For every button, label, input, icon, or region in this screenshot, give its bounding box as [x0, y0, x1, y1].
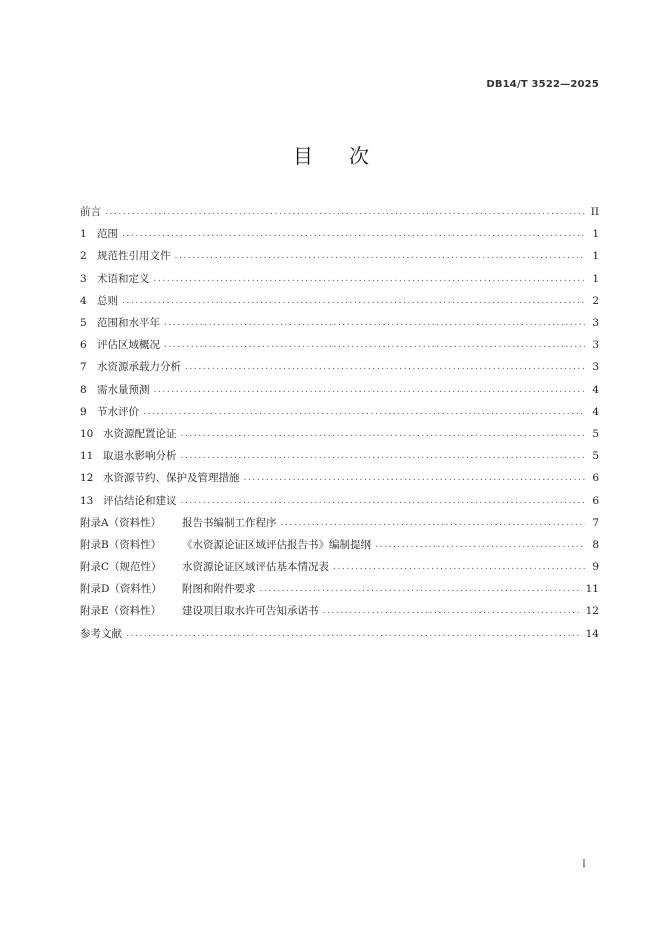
toc-entry-page: 1 [592, 228, 599, 241]
appendix-title: 报告书编制工作程序 [182, 516, 277, 529]
toc-leader-dots [126, 627, 582, 641]
toc-entry-7[interactable] [80, 356, 599, 378]
toc-entry-label: 参考文献 [80, 627, 122, 640]
toc-entry-5[interactable] [80, 312, 599, 334]
toc-entry-page: 14 [585, 627, 599, 640]
toc-entry-appendix-b[interactable] [80, 534, 599, 556]
toc-entry-page: 3 [592, 361, 599, 374]
appendix-title: 《水资源论证区域评估报告书》编制提纲 [182, 538, 371, 551]
appendix-title: 附图和附件要求 [182, 583, 256, 596]
appendix-tag: 附录B（资料性） [80, 538, 162, 551]
toc-entry-label: 需水量预测 [97, 383, 150, 396]
toc-entry-1[interactable] [80, 223, 599, 245]
toc-entry-label: 术语和定义 [97, 272, 150, 285]
toc-entry-label: 水资源节约、保护及管理措施 [103, 472, 240, 485]
appendix-tag: 附录A（资料性） [80, 516, 162, 529]
toc-entry-8[interactable] [80, 379, 599, 401]
toc-entry-appendix-e[interactable] [80, 600, 599, 622]
toc-leader-dots [164, 338, 585, 352]
toc-entry-page: 5 [592, 427, 599, 440]
toc-entry-number: 6 [80, 339, 87, 352]
toc-entry-label: 水资源配置论证 [103, 427, 177, 440]
toc-leader-dots [105, 205, 585, 219]
toc-entry-number: 13 [80, 494, 94, 507]
toc-entry-page: 12 [585, 605, 599, 618]
document-code: DB14/T 3522—2025 [486, 79, 599, 90]
page-title [0, 140, 662, 169]
toc-entry-page: 1 [592, 250, 599, 263]
toc-entry-2[interactable] [80, 245, 599, 267]
title-char-1: 目 [293, 144, 313, 168]
toc-entry-label: 取退水影响分析 [103, 450, 177, 463]
toc-entry-foreword[interactable] [80, 201, 599, 223]
toc-entry-label: 评估结论和建议 [103, 494, 177, 507]
toc-entry-4[interactable] [80, 290, 599, 312]
toc-leader-dots [175, 249, 586, 263]
toc-entry-page: 3 [592, 317, 599, 330]
toc-entry-label: 评估区域概况 [97, 339, 160, 352]
toc-entry-9[interactable] [80, 401, 599, 423]
toc-entry-page: 5 [592, 450, 599, 463]
toc-leader-dots [281, 516, 586, 530]
toc-leader-dots [154, 272, 586, 286]
toc-entry-number: 2 [80, 250, 87, 263]
toc-entry-page: 3 [592, 339, 599, 352]
toc-entry-page: 6 [592, 494, 599, 507]
toc-entry-page: 4 [592, 405, 599, 418]
toc-leader-dots [154, 383, 586, 397]
toc-entry-number: 3 [80, 272, 87, 285]
toc-entry-number: 10 [80, 427, 94, 440]
toc-leader-dots [181, 427, 586, 441]
toc-entry-number: 8 [80, 383, 87, 396]
appendix-title: 建设项目取水许可告知承诺书 [182, 605, 319, 618]
toc-leader-dots [323, 604, 582, 618]
title-char-2: 次 [349, 144, 369, 168]
toc-entry-appendix-a[interactable] [80, 512, 599, 534]
page-number: I [582, 859, 586, 870]
toc-entry-number: 5 [80, 317, 87, 330]
toc-entry-page: 6 [592, 472, 599, 485]
toc-entry-number: 4 [80, 294, 87, 307]
toc-entry-appendix-c[interactable] [80, 556, 599, 578]
toc-leader-dots [143, 405, 585, 419]
toc-leader-dots [181, 494, 586, 508]
toc-entry-page: 4 [592, 383, 599, 396]
toc-entry-label: 节水评价 [97, 405, 139, 418]
toc-leader-dots [122, 294, 585, 308]
appendix-tag: 附录E（资料性） [80, 605, 162, 618]
toc-entry-number: 12 [80, 472, 94, 485]
toc-leader-dots [260, 582, 582, 596]
toc-entry-page: 9 [592, 561, 599, 574]
toc-entry-label: 范围和水平年 [97, 317, 160, 330]
toc-leader-dots [181, 449, 586, 463]
toc-entry-label: 范围 [97, 228, 118, 241]
toc-leader-dots [164, 316, 585, 330]
toc-entry-number: 1 [80, 228, 87, 241]
toc-entry-label: 规范性引用文件 [97, 250, 171, 263]
toc-entry-page: 7 [592, 516, 599, 529]
toc-leader-dots [333, 560, 585, 574]
toc-entry-references[interactable] [80, 623, 599, 645]
toc-entry-label: 前言 [80, 206, 101, 219]
toc-entry-13[interactable] [80, 489, 599, 511]
toc-entry-6[interactable] [80, 334, 599, 356]
toc-entry-number: 9 [80, 405, 87, 418]
toc-entry-page: II [590, 206, 599, 219]
toc-leader-dots [375, 538, 585, 552]
toc-entry-page: 2 [592, 294, 599, 307]
toc-entry-10[interactable] [80, 423, 599, 445]
toc-entry-11[interactable] [80, 445, 599, 467]
toc-entry-page: 1 [592, 272, 599, 285]
toc-leader-dots [185, 360, 585, 374]
toc-entry-label: 总则 [97, 294, 118, 307]
toc-entry-page: 8 [592, 538, 599, 551]
toc-leader-dots [122, 227, 585, 241]
toc-entry-3[interactable] [80, 268, 599, 290]
toc-entry-page: 11 [585, 583, 599, 596]
toc-entry-number: 11 [80, 450, 94, 463]
appendix-title: 水资源论证区域评估基本情况表 [182, 561, 329, 574]
appendix-tag: 附录C（规范性） [80, 561, 162, 574]
toc-leader-dots [244, 471, 586, 485]
table-of-contents [80, 201, 599, 645]
appendix-tag: 附录D（资料性） [80, 583, 162, 596]
toc-entry-number: 7 [80, 361, 87, 374]
toc-entry-12[interactable] [80, 467, 599, 489]
toc-entry-appendix-d[interactable] [80, 578, 599, 600]
toc-entry-label: 水资源承载力分析 [97, 361, 181, 374]
